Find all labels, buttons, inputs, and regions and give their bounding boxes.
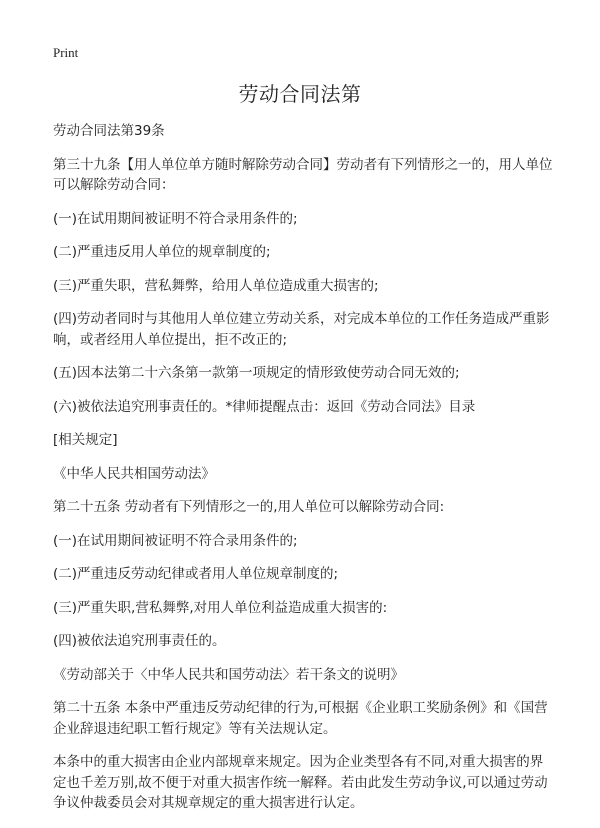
print-link[interactable]: Print (53, 45, 79, 60)
page-title: 劳动合同法第 (238, 82, 362, 106)
paragraph: (四)劳动者同时与其他用人单位建立劳动关系，对完成本单位的工作任务造成严重影响，或者经用人单位提出，拒不改正的; (53, 311, 550, 348)
paragraph: 第二十五条 劳动者有下列情形之一的,用人单位可以解除劳动合同: (53, 499, 445, 515)
paragraph: (六)被依法追究刑事责任的。*律师提醒点击：返回《劳动合同法》目录 (53, 398, 476, 415)
paragraph: (五)因本法第二十六条第一款第一项规定的情形致使劳动合同无效的; (53, 365, 460, 381)
paragraph: 劳动合同法第39条 (53, 123, 165, 139)
paragraph: 第三十九条【用人单位单方随时解除劳动合同】劳动者有下列情形之一的，用人单位可以解除劳动合同： (53, 156, 553, 193)
document-body (53, 121, 555, 827)
paragraph: (二)严重违反劳动纪律或者用人单位规章制度的; (53, 566, 339, 582)
paragraph: 第二十五条 本条中严重违反劳动纪律的行为,可根据《企业职工奖励条例》和《国营企业辞退违纪职工暂行规定》等有关法规认定。 (53, 700, 548, 737)
paragraph: (四)被依法追究刑事责任的。 (53, 633, 226, 649)
paragraph: (三)严重失职，营私舞弊，给用人单位造成重大损害的; (53, 277, 379, 294)
paragraph: (一)在试用期间被证明不符合录用条件的; (53, 210, 298, 227)
paragraph: (一)在试用期间被证明不符合录用条件的; (53, 532, 298, 549)
paragraph: 《劳动部关于〈中华人民共和国劳动法〉若干条文的说明》 (53, 666, 404, 683)
paragraph: [相关规定] (53, 432, 118, 448)
paragraph: 本条中的重大损害由企业内部规章来规定。因为企业类型各有不同,对重大损害的界定也千差万别,故不便于对重大损害作统一解释。若由此发生劳动争议,可以通过劳动争议仲裁委员会对其规章规定的重大损害进行认定。 (53, 754, 548, 811)
paragraph: 《中华人民共相国劳动法》 (53, 465, 215, 482)
paragraph: (二)严重违反用人单位的规章制度的; (53, 244, 271, 260)
paragraph: (三)严重失职,营私舞弊,对用人单位利益造成重大损害的: (53, 599, 388, 616)
